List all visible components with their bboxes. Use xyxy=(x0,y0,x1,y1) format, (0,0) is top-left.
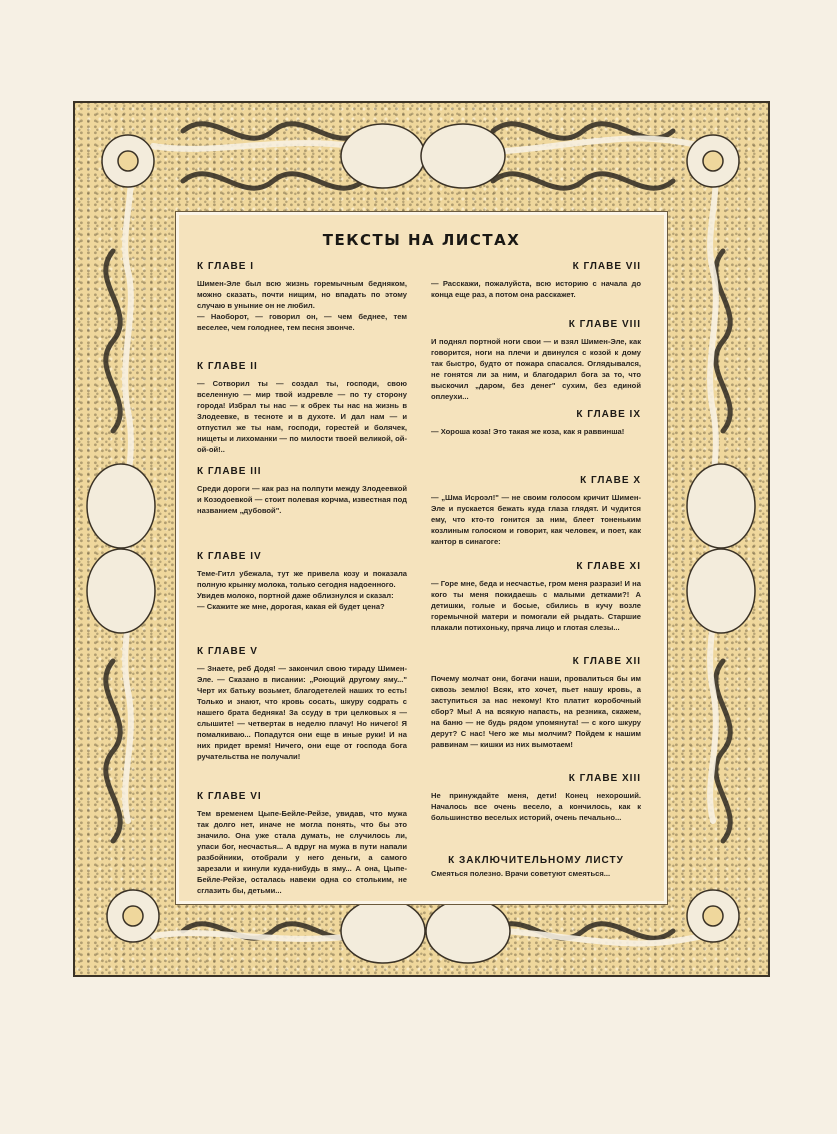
chapter-text: Тем временем Цыпе-Бейле-Рейзе, увидав, что мужа так долго нет, иначе не могла понять, что бы это значило. Она уже стала думать, не случилось ли, упаси бог, несчастья... А вдруг на мужа в пути напали разбойники, отобрали у него деньги, а самого зарезали и кинули куда-нибудь в яму... А она, Цыпе-Бейле-Рейзе, осталась навеки одна со стольким, не сглазить бы, детьми... xyxy=(197,809,407,895)
chapter-section xyxy=(431,475,641,547)
chapter-heading: К ГЛАВЕ V xyxy=(197,646,258,657)
chapter-section xyxy=(197,361,407,455)
chapter-section xyxy=(197,791,407,896)
chapter-section xyxy=(431,409,641,437)
chapter-text: — „Шма Исроэл!" — не своим голосом кричит Шимен-Эле и пускается бежать куда глаза глядят. И чудится ему, что кто-то гонится за ним, блеет тоненьким козлиным голоском и говорит, как человек, и поет, как кантор в синагоге: xyxy=(431,493,641,546)
chapter-text: Не принуждайте меня, дети! Конец нехороший. Началось все очень весело, а кончилось, как к большинство веселых историй, очень печально... xyxy=(431,791,641,822)
chapter-text: — Хороша коза! Это такая же коза, как я раввинша! xyxy=(431,427,625,436)
chapter-text: — Сотворил ты — создал ты, господи, свою вселенную — мир твой издревле — по ту сторону города! Избрал ты нас — к обрек ты нас на жизнь в Злодеевке, в тесноте и в духоте. И дал нам — и отпустил же ты нам, господи, горестей и болячек, нищеты и лихоманки — по милости твоей великой, ой-ой-ой!.. xyxy=(197,379,407,454)
chapter-heading: К ГЛАВЕ VII xyxy=(572,261,641,272)
chapter-heading: К ГЛАВЕ X xyxy=(580,475,641,486)
chapter-section xyxy=(431,773,641,823)
chapter-heading: К ГЛАВЕ XIII xyxy=(568,773,641,784)
chapter-section xyxy=(197,261,407,333)
chapter-section xyxy=(197,551,407,612)
chapter-heading: К ГЛАВЕ IX xyxy=(576,409,641,420)
chapter-section xyxy=(431,261,641,300)
page-title: ТЕКСТЫ НА ЛИСТАХ xyxy=(322,231,521,249)
chapter-text: — Горе мне, беда и несчастье, гром меня разрази! И на кого ты меня покидаешь с малыми детками?! А детишки, голые и босые, сбились в кучу возле горемычной матери и помогали ей рыдать. Старшие плакали потихоньку, пряча лицо и глотая слезы... xyxy=(431,579,641,632)
chapter-heading: К ЗАКЛЮЧИТЕЛЬНОМУ ЛИСТУ xyxy=(448,855,624,866)
chapter-text: — Знаете, реб Додя! — закончил свою тираду Шимен-Эле. — Сказано в писании: „Роющий другому яму..." Черт их батьку возьмет, благодетелей наших то есть! Только и знают, что кровь сосать, шкуру содрать с нашего брата бедняка! За ссуду в три целковых я — слышите! — четвертак в неделю плачу! Но ничего! Я помалкиваю... Попадутся они еще в иные руки! И на них придет время! Ничего, они еще от господа бога ручательства не получали! xyxy=(197,664,407,761)
chapter-section xyxy=(431,319,641,402)
chapter-section xyxy=(431,561,641,633)
chapter-text: Шимен-Эле был всю жизнь горемычным бедняком, можно сказать, почти нищим, но впадать по этому случаю в уныние он не любил. — Наоборот, — говорил он, — чем беднее, тем веселее, чем голоднее, тем песня звонче. xyxy=(197,279,407,332)
chapter-text: Среди дороги — как раз на полпути между Злодеевкой и Козодоевкой — стоит полевая корчма, известная под названием „дубовой". xyxy=(197,484,407,515)
chapter-heading: К ГЛАВЕ III xyxy=(197,466,262,477)
chapter-section xyxy=(197,466,407,516)
chapter-section xyxy=(197,646,407,762)
chapter-heading: К ГЛАВЕ XI xyxy=(576,561,641,572)
chapter-heading: К ГЛАВЕ IV xyxy=(197,551,262,562)
chapter-heading: К ГЛАВЕ XII xyxy=(572,656,641,667)
chapter-heading: К ГЛАВЕ VIII xyxy=(568,319,641,330)
chapter-heading: К ГЛАВЕ VI xyxy=(197,791,262,802)
chapter-text: — Расскажи, пожалуйста, всю историю с начала до конца еще раз, а потом она расскажет. xyxy=(431,279,641,299)
chapter-heading: К ГЛАВЕ II xyxy=(197,361,258,372)
chapter-text: Теме-Гитл убежала, тут же привела козу и показала полную крынку молока, только сегодня надоенного. Увидев молоко, портной даже облизнулся и сказал: — Скажите же мне, дорогая, какая ей будет цена? xyxy=(197,569,407,611)
chapter-heading: К ГЛАВЕ I xyxy=(197,261,254,272)
chapter-text: Смеяться полезно. Врачи советуют смеяться... xyxy=(431,869,611,878)
chapter-section xyxy=(431,656,641,750)
text-panel xyxy=(176,212,667,904)
final-section xyxy=(431,855,641,879)
chapter-text: Почему молчат они, богачи наши, провалиться бы им сквозь землю! Всяк, кто хочет, пьет нашу кровь, а заступиться за нас некому! Кто платит коробочный сбор? Мы! А на всякую напасть, на резника, скажем, на баню — не будь рядом упомянута! — с кого шкуру дерут? С нас! Чего же мы молчим? Пойдем к нашим раввинам — кишки из них вымотаем! xyxy=(431,674,641,749)
chapter-text: И поднял портной ноги свои — и взял Шимен-Эле, как говорится, ноги на плечи и двинулся с козой к дому так быстро, будто от пожара спасался. Оглядывался, не гонятся ли за ним, и благодарил бога за то, что выскочил „даром, без денег" сухим, без единой оплеухи... xyxy=(431,337,641,401)
